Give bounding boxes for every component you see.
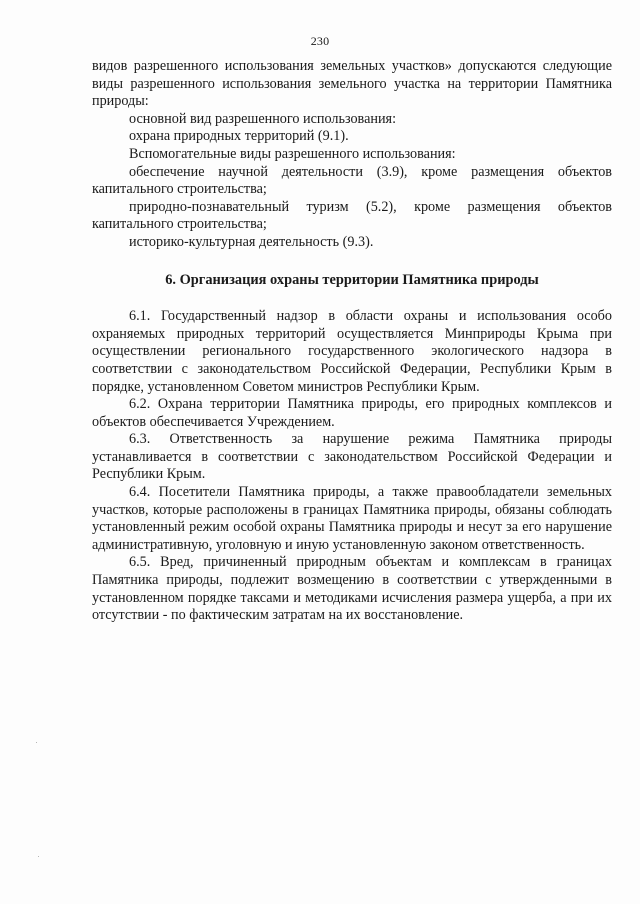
page-number: 230 xyxy=(310,34,330,48)
paragraph-6-1: 6.1. Государственный надзор в области охраны и использования особо охраняемых природных территорий осуществляется Минприроды Крыма при осуществлении регионального государственного экологического надзора в соответствии с законодательством Российской Федерации, Республики Крым в порядке, установленном Советом министров Республики Крым. xyxy=(92,308,612,395)
paragraph-permitted-uses-intro: видов разрешенного использования земельных участков» допускаются следующие виды разрешенного использования земельного участка на территории Памятника природы: xyxy=(92,58,612,110)
paragraph-6-4: 6.4. Посетители Памятника природы, а также правообладатели земельных участков, которые расположены в границах Памятника природы, обязаны соблюдать установленный режим особой охраны Памятника природы и несут за его нарушение административную, уголовную и иную установленную законом ответственность. xyxy=(92,484,612,553)
paragraph-auxiliary-uses-heading: Вспомогательные виды разрешенного использования: xyxy=(129,145,456,162)
scan-speck xyxy=(38,856,39,857)
section-heading: 6. Организация охраны территории Памятника природы xyxy=(165,271,539,288)
paragraph-auxiliary-use-science: обеспечение научной деятельности (3.9), кроме размещения объектов капитального строительства; xyxy=(92,163,612,198)
paragraph-auxiliary-use-culture: историко-культурная деятельность (9.3). xyxy=(129,233,374,250)
paragraph-main-use-heading: основной вид разрешенного использования: xyxy=(129,110,397,127)
paragraph-6-2: 6.2. Охрана территории Памятника природы, его природных комплексов и объектов обеспечивается Учреждением. xyxy=(92,396,612,430)
paragraph-6-3: 6.3. Ответственность за нарушение режима Памятника природы устанавливается в соответствии с законодательством Российской Федерации и Республики Крым. xyxy=(92,431,612,483)
paragraph-auxiliary-use-tourism: природно-познавательный туризм (5.2), кроме размещения объектов капитального строительства; xyxy=(92,198,612,233)
document-body xyxy=(92,58,612,625)
paragraph-main-use-item: охрана природных территорий (9.1). xyxy=(129,128,349,145)
paragraph-6-5: 6.5. Вред, причиненный природным объектам и комплексам в границах Памятника природы, подлежит возмещению в соответствии с утвержденными в установленном порядке таксами и методиками исчисления размера ущерба, а при их отсутствии - по фактическим затратам на их восстановление. xyxy=(92,554,612,624)
scan-speck xyxy=(36,742,37,743)
